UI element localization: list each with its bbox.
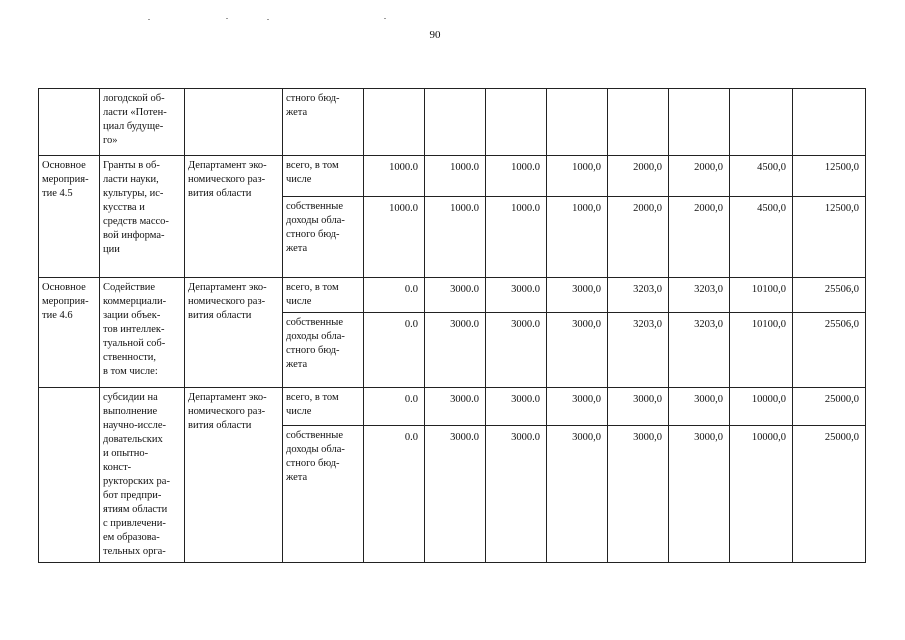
value-cell: 10100,0 [730, 313, 793, 388]
scan-specks [140, 18, 400, 22]
funding-source-cell: собственные доходы обла- стного бюд- жета [283, 197, 364, 278]
value-cell: 1000.0 [364, 156, 425, 197]
value-cell: 12500,0 [793, 156, 866, 197]
value-cell: 10000,0 [730, 426, 793, 563]
value-cell: 1000.0 [425, 197, 486, 278]
measure-code-cell: Основное мероприя- тие 4.5 [39, 156, 100, 278]
value-cell: 3000,0 [669, 426, 730, 563]
value-cell: 3000,0 [547, 278, 608, 313]
value-cell: 4500,0 [730, 156, 793, 197]
scan-speck [226, 18, 228, 19]
table-row-total [39, 278, 866, 313]
table-row-continuation [39, 89, 866, 156]
value-cell: 3000,0 [669, 388, 730, 426]
value-cell: 3000,0 [547, 426, 608, 563]
value-cell: 3000.0 [425, 313, 486, 388]
value-cell: 0.0 [364, 388, 425, 426]
value-cell: 2000,0 [669, 197, 730, 278]
value-cell: 10100,0 [730, 278, 793, 313]
value-cell: 0.0 [364, 278, 425, 313]
value-cell: 3203,0 [669, 278, 730, 313]
executor-cell: Департамент эко- номического раз- вития области [185, 156, 283, 278]
code-cell [39, 89, 100, 156]
value-cell: 3000,0 [547, 388, 608, 426]
value-cell: 3000.0 [425, 278, 486, 313]
value-cell: 3000,0 [547, 313, 608, 388]
value-cell: 25506,0 [793, 278, 866, 313]
value-cell: 2000,0 [669, 156, 730, 197]
value-cell: 4500,0 [730, 197, 793, 278]
value-cell: 1000.0 [364, 197, 425, 278]
funding-source-cell: собственные доходы обла- стного бюд- жета [283, 426, 364, 563]
table-row-total [39, 156, 866, 197]
value-cell: 2000,0 [608, 156, 669, 197]
funding-source-cell: всего, в том числе [283, 156, 364, 197]
page-number: 90 [429, 29, 441, 41]
measure-code-cell: Основное мероприя- тие 4.6 [39, 278, 100, 388]
executor-cell: Департамент эко- номического раз- вития области [185, 388, 283, 563]
value-cell: 25000,0 [793, 388, 866, 426]
value-cell: 1000,0 [547, 197, 608, 278]
measure-name-cell: Гранты в об- ласти науки, культуры, ис- кусства и средств массо- вой информа- ции [100, 156, 185, 278]
value-cell [364, 89, 425, 156]
budget-table [38, 88, 866, 563]
value-cell: 2000,0 [608, 197, 669, 278]
value-cell: 1000.0 [425, 156, 486, 197]
measure-name-cell: субсидии на выполнение научно-иссле- довательских и опытно- конст- рукторских ра- бот предпри- ятиям области с привлечени- ем образова- тельных орга- [100, 388, 185, 563]
value-cell: 1000.0 [486, 197, 547, 278]
value-cell [425, 89, 486, 156]
value-cell: 0.0 [364, 426, 425, 563]
value-cell: 0.0 [364, 313, 425, 388]
value-cell [669, 89, 730, 156]
table-row-total [39, 388, 866, 426]
value-cell: 3000,0 [608, 388, 669, 426]
value-cell: 25000,0 [793, 426, 866, 563]
measure-name-cell: Содействие коммерциали- зации объек- тов интеллек- туальной соб- ственности, в том числе: [100, 278, 185, 388]
executor-cell: Департамент эко- номического раз- вития области [185, 278, 283, 388]
funding-source-cell: всего, в том числе [283, 388, 364, 426]
value-cell: 25506,0 [793, 313, 866, 388]
value-cell: 3000,0 [608, 426, 669, 563]
value-cell: 3203,0 [608, 313, 669, 388]
funding-source-cell: всего, в том числе [283, 278, 364, 313]
value-cell: 3000.0 [486, 426, 547, 563]
scan-speck [148, 19, 150, 20]
value-cell: 3000.0 [486, 278, 547, 313]
value-cell [608, 89, 669, 156]
value-cell [793, 89, 866, 156]
value-cell [486, 89, 547, 156]
value-cell: 3000.0 [486, 388, 547, 426]
scan-speck [267, 19, 269, 20]
value-cell: 3203,0 [608, 278, 669, 313]
scan-speck [384, 18, 386, 19]
value-cell: 12500,0 [793, 197, 866, 278]
value-cell: 3000.0 [486, 313, 547, 388]
measure-name-cell: логодской об- ласти «Потен- циал будуще- го» [100, 89, 185, 156]
value-cell: 1000,0 [547, 156, 608, 197]
value-cell: 1000.0 [486, 156, 547, 197]
measure-code-cell [39, 388, 100, 563]
value-cell: 3000.0 [425, 388, 486, 426]
value-cell: 3203,0 [669, 313, 730, 388]
value-cell [730, 89, 793, 156]
executor-cell [185, 89, 283, 156]
funding-source-cell: собственные доходы обла- стного бюд- жета [283, 313, 364, 388]
value-cell: 10000,0 [730, 388, 793, 426]
value-cell [547, 89, 608, 156]
value-cell: 3000.0 [425, 426, 486, 563]
funding-source-cell: стного бюд- жета [283, 89, 364, 156]
